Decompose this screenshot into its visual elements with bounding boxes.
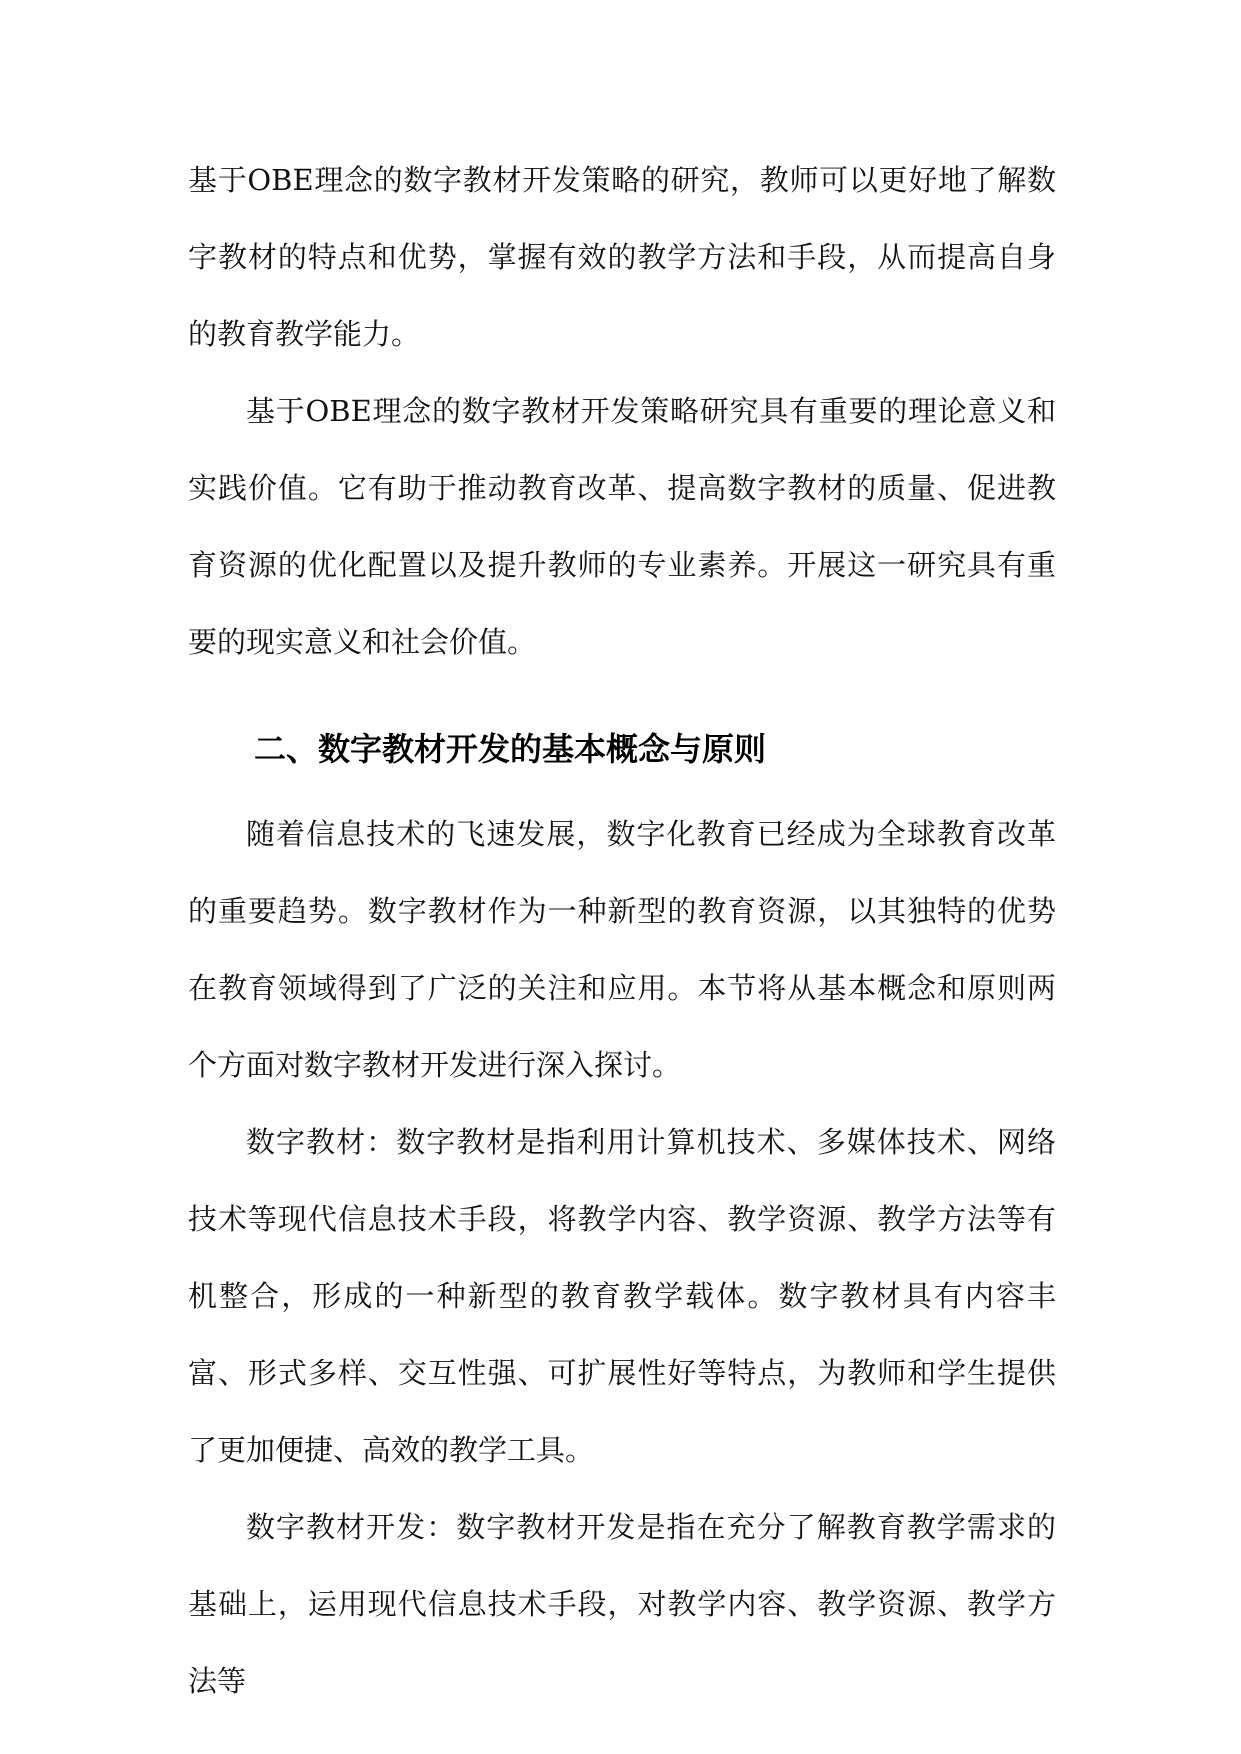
paragraph-intro: 随着信息技术的飞速发展，数字化教育已经成为全球教育改革的重要趋势。数字教材作为一种新型的教育资源，以其独特的优势在教育领域得到了广泛的关注和应用。本节将从基本概念和原则两个方面对数字教材开发进行深入探讨。 — [188, 817, 1056, 1082]
paragraph-definition-development: 数字教材开发：数字教材开发是指在充分了解教育教学需求的基础上，运用现代信息技术手段，对教学内容、教学资源、教学方法等 — [188, 1510, 1056, 1698]
document-body — [188, 142, 1056, 1720]
paragraph-significance: 基于OBE理念的数字教材开发策略研究具有重要的理论意义和实践价值。它有助于推动教育改革、提高数字教材的质量、促进教育资源的优化配置以及提升教师的专业素养。开展这一研究具有重要的现实意义和社会价值。 — [188, 394, 1056, 659]
paragraph-definition-digital-textbook: 数字教材：数字教材是指利用计算机技术、多媒体技术、网络技术等现代信息技术手段，将教学内容、教学资源、教学方法等有机整合，形成的一种新型的教育教学载体。数字教材具有内容丰富、形式多样、交互性强、可扩展性好等特点，为教师和学生提供了更加便捷、高效的教学工具。 — [188, 1125, 1056, 1467]
paragraph-continuation: 基于OBE理念的数字教材开发策略的研究，教师可以更好地了解数字教材的特点和优势，掌握有效的教学方法和手段，从而提高自身的教育教学能力。 — [188, 163, 1056, 351]
section-heading: 二、数字教材开发的基本概念与原则 — [254, 730, 767, 768]
